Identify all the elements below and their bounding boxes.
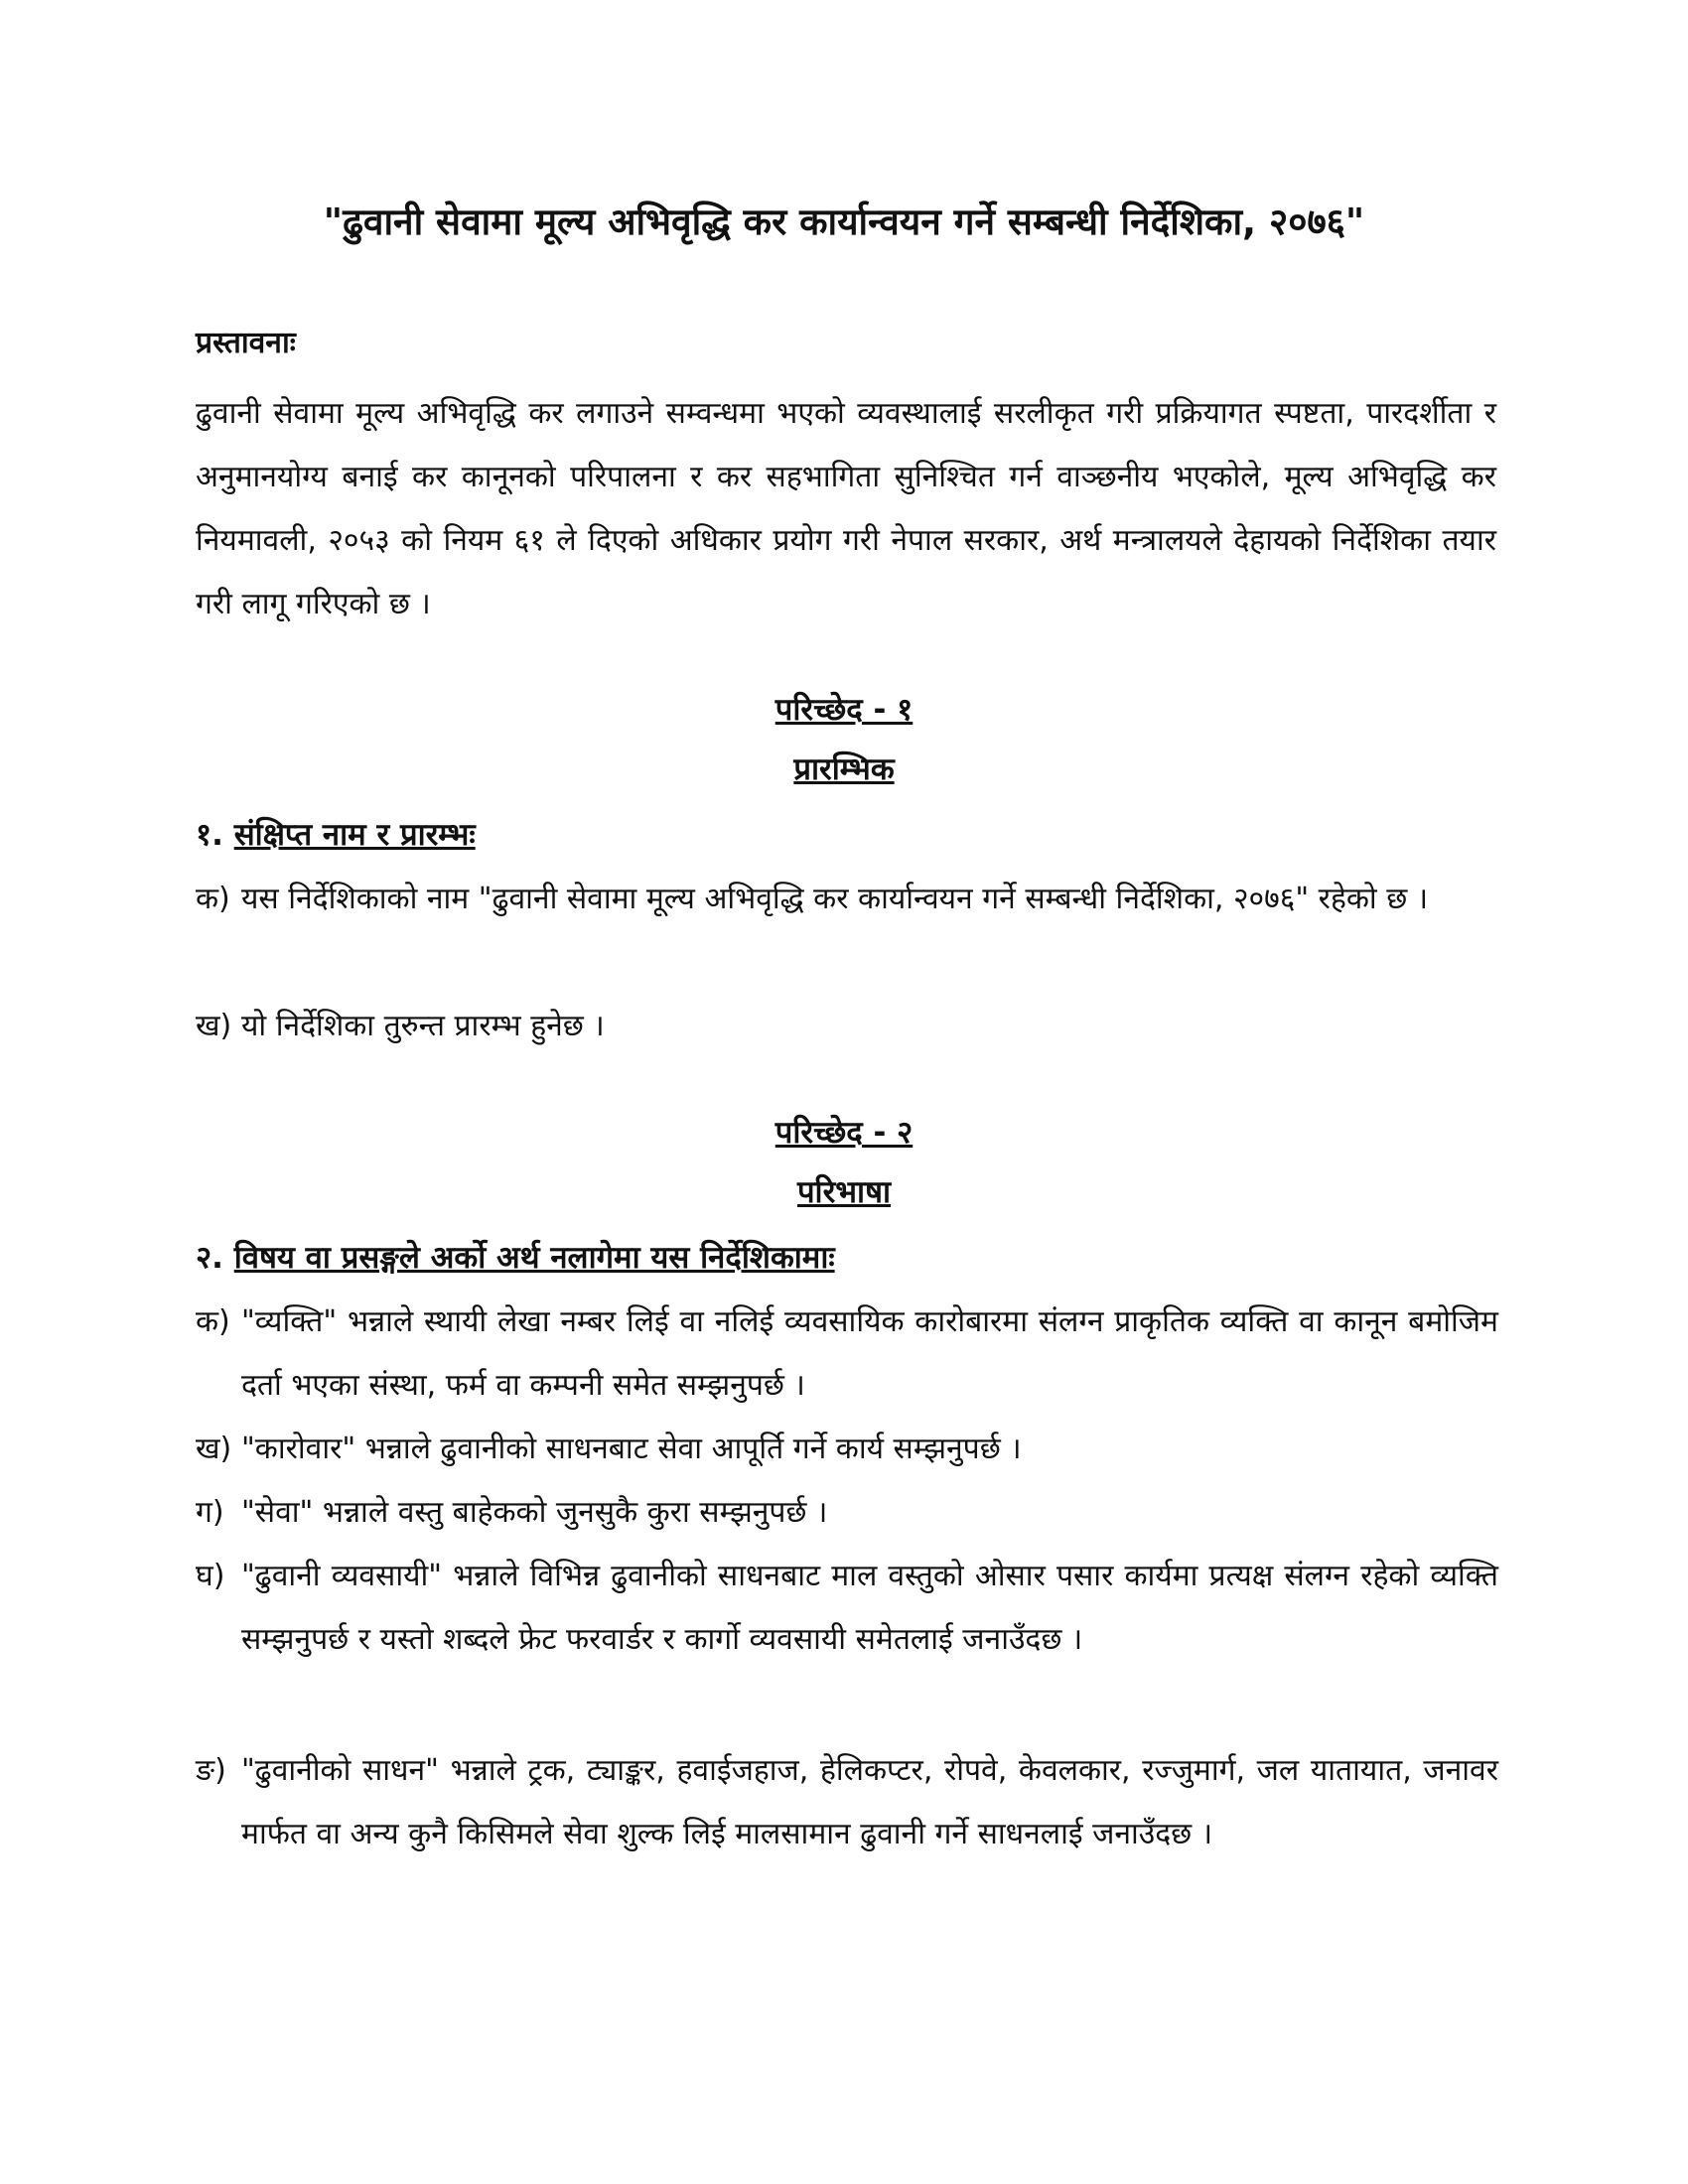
- chapter-1-number: परिच्छेद - १: [774, 692, 914, 728]
- section-2-number: २.: [196, 1240, 223, 1276]
- section-2-heading: [196, 1237, 835, 1279]
- section-2-clause-kha: [196, 1418, 1498, 1481]
- clause-label: ख): [196, 1009, 232, 1043]
- clause-label: क): [196, 882, 230, 916]
- section-2-clause-gha: [196, 1545, 1498, 1672]
- document-title: "ढुवानी सेवामा मूल्य अभिवृद्धि कर कार्यान्वयन गर्ने सम्बन्धी निर्देशिका, २०७६": [323, 201, 1365, 243]
- section-2-title: विषय वा प्रसङ्गले अर्को अर्थ नलागेमा यस निर्देशिकामाः: [233, 1240, 835, 1276]
- section-2-clause-ka: [196, 1291, 1498, 1418]
- section-1-number: १.: [196, 817, 223, 853]
- clause-label: ग): [196, 1495, 224, 1530]
- clause-label: क): [196, 1304, 230, 1339]
- section-1-heading: [196, 814, 476, 856]
- preamble-body: ढुवानी सेवामा मूल्य अभिवृद्धि कर लगाउने सम्वन्धमा भएको व्यवस्थालाई सरलीकृत गरी प्रक्रियागत स्पष्टता, पारदर्शीता र अनुमानयोग्य बनाई कर कानूनको परिपालना र कर सहभागिता सुनिश्चित गर्न वाञ्छनीय भएकोले, मूल्य अभिवृद्धि कर नियमावली, २०५३ को नियम ६१ ले दिएको अधिकार प्रयोग गरी नेपाल सरकार, अर्थ मन्त्रालयले देहायको निर्देशिका तयार गरी लागू गरिएको छ ।: [196, 396, 1496, 621]
- chapter-2-number: परिच्छेद - २: [774, 1115, 914, 1151]
- clause-text: "सेवा" भन्नाले वस्तु बाहेकको जुनसुकै कुरा सम्झनुपर्छ ।: [241, 1495, 828, 1530]
- clause-text: यो निर्देशिका तुरुन्त प्रारम्भ हुनेछ ।: [241, 1009, 605, 1043]
- section-2-clause-ga: [196, 1481, 1498, 1545]
- section-2-clause-nga: [196, 1739, 1498, 1866]
- clause-label: ख): [196, 1432, 232, 1466]
- section-1-clause-ka: [196, 868, 1498, 931]
- clause-label: घ): [196, 1559, 225, 1593]
- clause-text: "ढुवानी व्यवसायी" भन्नाले विभिन्न ढुवानीको साधनबाट माल वस्तुको ओसार पसार कार्यमा प्रत्यक्ष संलग्न रहेको व्यक्ति सम्झनुपर्छ र यस्तो शब्दले फ्रेट फरवार्डर र कार्गो व्यवसायी समेतलाई जनाउँदछ ।: [241, 1559, 1498, 1657]
- chapter-2-name: परिभाषा: [796, 1174, 892, 1210]
- section-1-title: संक्षिप्त नाम र प्रारम्भः: [233, 817, 476, 853]
- section-1-clause-kha: [196, 995, 1498, 1058]
- clause-text: "व्यक्ति" भन्नाले स्थायी लेखा नम्बर लिई वा नलिई व्यवसायिक कारोबारमा संलग्न प्राकृतिक व्यक्ति वा कानून बमोजिम दर्ता भएका संस्था, फर्म वा कम्पनी समेत सम्झनुपर्छ ।: [241, 1304, 1498, 1403]
- clause-label: ङ): [196, 1753, 226, 1788]
- clause-text: "कारोवार" भन्नाले ढुवानीको साधनबाट सेवा आपूर्ति गर्ने कार्य सम्झनुपर्छ ।: [241, 1432, 1022, 1466]
- clause-text: यस निर्देशिकाको नाम "ढुवानी सेवामा मूल्य अभिवृद्धि कर कार्यान्वयन गर्ने सम्बन्धी निर्देशिका, २०७६" रहेको छ ।: [241, 882, 1429, 916]
- clause-text: "ढुवानीको साधन" भन्नाले ट्रक, ट्याङ्कर, हवाईजहाज, हेलिकप्टर, रोपवे, केवलकार, रज्जुमार्ग, जल यातायात, जनावर मार्फत वा अन्य कुनै किसिमले सेवा शुल्क लिई मालसामान ढुवानी गर्ने साधनलाई जनाउँदछ ।: [241, 1753, 1498, 1851]
- preamble-heading: प्रस्तावनाः: [196, 326, 296, 360]
- chapter-1-name: प्रारम्भिक: [793, 751, 895, 787]
